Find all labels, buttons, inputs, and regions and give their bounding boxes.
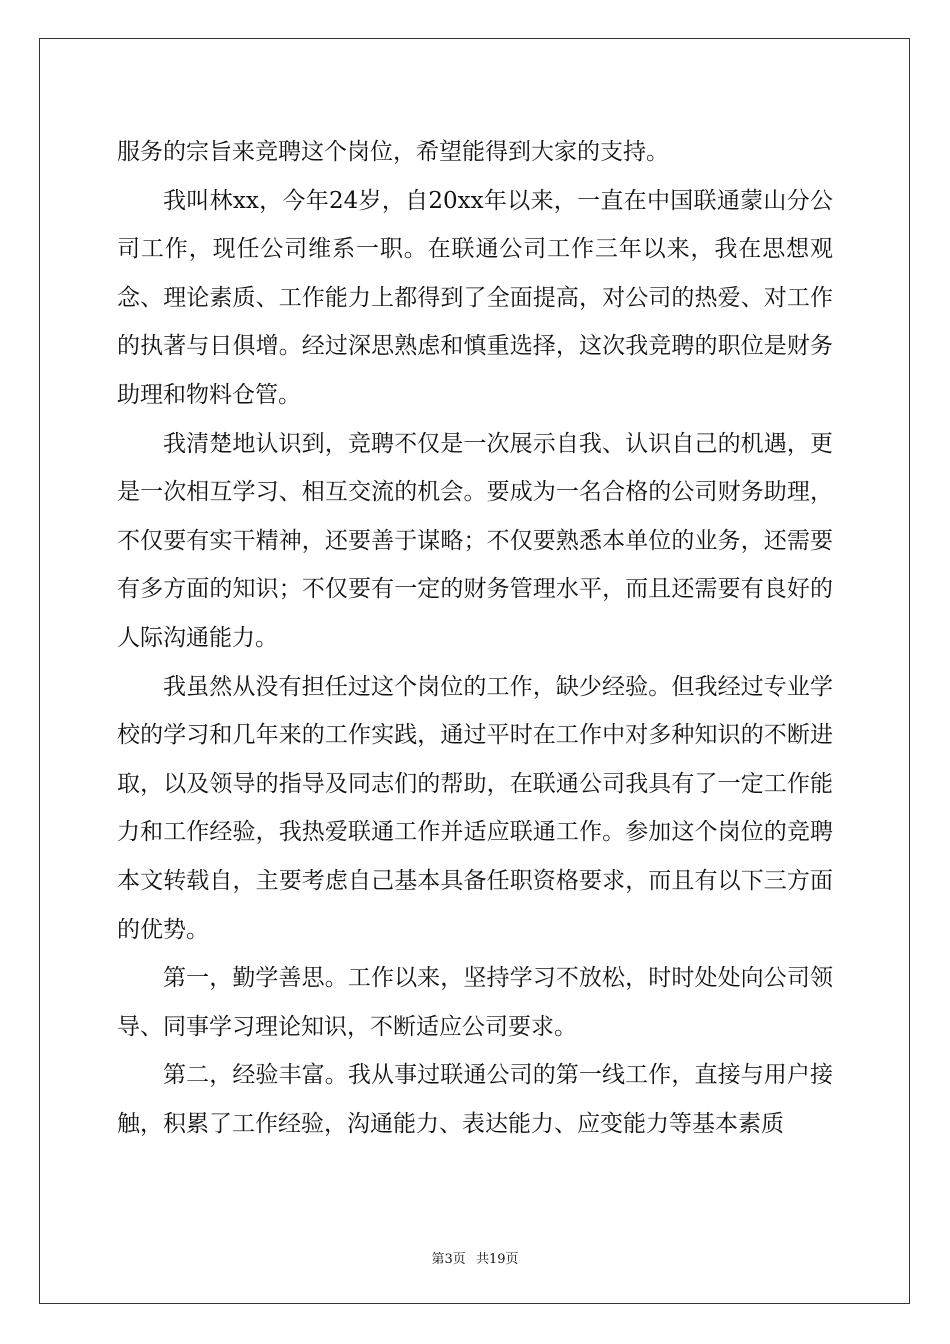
- paragraph-1: 服务的宗旨来竞聘这个岗位，希望能得到大家的支持。: [117, 139, 669, 165]
- paragraph-2: 我叫林xx，今年24岁，自20xx年以来，一直在中国联通蒙山分公司工作，现任公司维系一职。在联通公司工作三年以来，我在思想观念、理论素质、工作能力上都得到了全面提高，对公司的热爱、对工作的执著与日俱增。经过深思熟虑和慎重选择，这次我竞聘的职位是财务助理和物料仓管。: [117, 187, 833, 408]
- paragraph-4: 我虽然从没有担任过这个岗位的工作，缺少经验。但我经过专业学校的学习和几年来的工作实践，通过平时在工作中对多种知识的不断进取，以及领导的指导及同志们的帮助，在联通公司我具有了一定工作能力和工作经验，我热爱联通工作并适应联通工作。参加这个岗位的竞聘本文转载自，主要考虑自己基本具备任职资格要求，而且有以下三方面的优势。: [117, 673, 833, 943]
- paragraph-3: 我清楚地认识到，竞聘不仅是一次展示自我、认识自己的机遇，更是一次相互学习、相互交流的机会。要成为一名合格的公司财务助理，不仅要有实干精神，还要善于谋略；不仅要熟悉本单位的业务，还需要有多方面的知识；不仅要有一定的财务管理水平，而且还需要有良好的人际沟通能力。: [117, 430, 833, 651]
- paragraph-6: 第二，经验丰富。我从事过联通公司的第一线工作，直接与用户接触，积累了工作经验，沟通能力、表达能力、应变能力等基本素质: [117, 1062, 833, 1137]
- document-body: [117, 128, 833, 1148]
- page-total: 共19页: [475, 1252, 519, 1267]
- page-footer: [0, 1248, 950, 1267]
- paragraph-5: 第一，勤学善思。工作以来，坚持学习不放松，时时处处向公司领导、同事学习理论知识，不断适应公司要求。: [117, 965, 833, 1040]
- page-number: 第3页: [431, 1252, 466, 1267]
